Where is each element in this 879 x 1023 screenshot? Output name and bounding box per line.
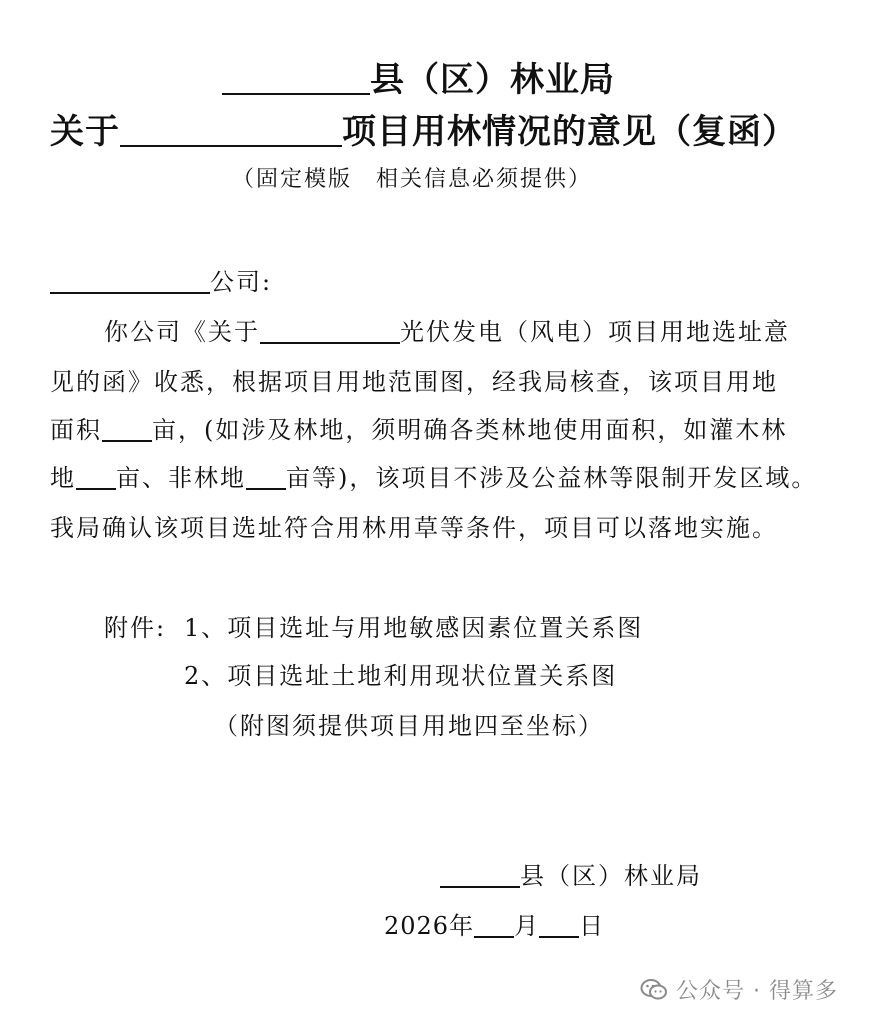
paragraph-line-1 (104, 312, 790, 347)
paragraph-text: 亩，(如涉及林地，须明确各类林地使用面积，如灌木林 (152, 416, 788, 444)
template-note: （固定模版 相关信息必须提供） (232, 167, 593, 192)
wechat-icon (640, 978, 668, 1002)
paragraph-line-3 (50, 410, 787, 445)
attachment-note: （附图须提供项目用地四至坐标） (214, 712, 604, 740)
shrub-area-blank (76, 488, 116, 490)
paragraph-line-4 (50, 458, 817, 493)
title-org: 县（区）林业局 (370, 60, 615, 100)
paragraph-text: 光伏发电（风电）项目用地选址意 (400, 318, 790, 346)
attachment-item-1: 1、项目选址与用地敏感因素位置关系图 (184, 614, 644, 642)
date-day-unit: 日 (579, 912, 605, 940)
attachments-label: 附件: (104, 614, 167, 642)
salutation (50, 262, 272, 297)
area-blank (102, 440, 152, 442)
day-blank (539, 936, 579, 938)
company-blank (50, 292, 210, 294)
paragraph-text: 地 (50, 464, 76, 492)
signature-org (440, 856, 702, 891)
project-name-blank (120, 145, 342, 147)
attachment-item-2: 2、项目选址土地利用现状位置关系图 (184, 662, 618, 690)
paragraph-text: 你公司《关于 (104, 318, 260, 346)
date-year: 2026 (384, 912, 450, 940)
date-year-unit: 年 (449, 912, 475, 940)
non-forest-area-blank (246, 488, 286, 490)
date-month-unit: 月 (514, 912, 540, 940)
letter-title-blank (260, 342, 400, 344)
salutation-suffix: 公司: (210, 268, 273, 296)
watermark (640, 974, 838, 1005)
paragraph-text: 亩等)，该项目不涉及公益林等限制开发区域。 (286, 464, 818, 492)
month-blank (474, 936, 514, 938)
signature-county-blank (440, 886, 520, 888)
signature-date (384, 906, 604, 941)
signature-org-name: 县（区）林业局 (520, 862, 702, 890)
watermark-text: 公众号 · 得算多 (676, 979, 838, 1004)
title-prefix: 关于 (50, 112, 120, 152)
paragraph-line-5: 我局确认该项目选址符合用林用草等条件，项目可以落地实施。 (50, 514, 778, 542)
title-line-2 (50, 104, 797, 153)
paragraph-text: 面积 (50, 416, 102, 444)
title-suffix: 项目用林情况的意见（复函） (342, 112, 797, 152)
title-line-1 (222, 52, 615, 101)
paragraph-text: 亩、非林地 (116, 464, 246, 492)
county-blank (222, 93, 370, 95)
paragraph-line-2: 见的函》收悉，根据项目用地范围图，经我局核查，该项目用地 (50, 368, 778, 396)
